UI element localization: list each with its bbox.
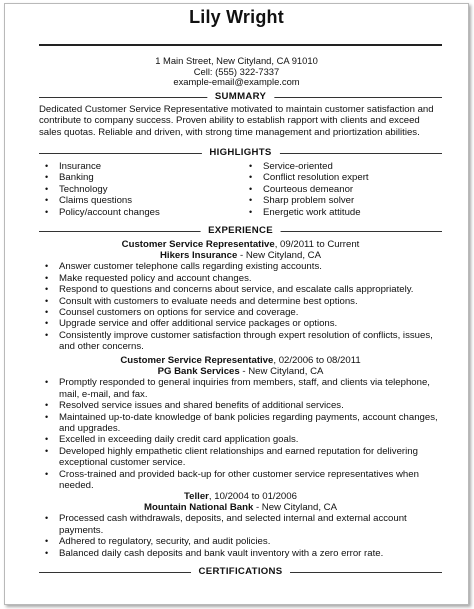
highlight-item: • Policy/account changes: [39, 207, 160, 218]
job-bullet: • Balanced daily cash deposits and bank vault inventory with a zero error rate.: [39, 548, 442, 559]
experience-heading-label: EXPERIENCE: [200, 225, 281, 237]
certifications-heading: [39, 566, 442, 578]
highlight-item: • Banking: [39, 172, 160, 183]
job-title-line: [39, 355, 442, 366]
highlights-heading-label: HIGHLIGHTS: [201, 147, 279, 159]
highlight-item: • Technology: [39, 184, 160, 195]
job-location: - New Cityland, CA: [237, 250, 322, 261]
job-employer: Hikers Insurance: [159, 250, 238, 261]
job-dates: , 02/2006 to 08/2011: [273, 355, 361, 366]
summary-heading-label: SUMMARY: [207, 91, 274, 103]
contact-cell: Cell: (555) 322-7337: [193, 65, 280, 77]
job-bullet: • Resolved service issues and shared benefits of additional services.: [39, 400, 442, 411]
highlight-item: • Courteous demeanor: [243, 184, 369, 195]
job-title-line: [39, 239, 442, 250]
highlights-heading: [39, 147, 442, 159]
job-employer-line: [39, 250, 442, 261]
candidate-name: Lily Wright: [189, 7, 284, 27]
resume-page: [5, 4, 468, 604]
job-bullet: • Maintained up-to-date knowledge of bank policies regarding payments, account changes, and upgrades.: [39, 412, 442, 435]
job-bullet: • Developed highly empathetic client relationships and earned reputation for delivering exceptional customer service.: [39, 446, 442, 469]
header-divider: [39, 44, 442, 46]
highlights-right-column: [243, 161, 369, 218]
job-bullet: • Promptly responded to general inquiries from members, staff, and clients via telephone, mail, e-mail, and fax.: [39, 377, 442, 400]
job-title: Customer Service Representative: [120, 355, 274, 366]
job-location: - New Cityland, CA: [253, 502, 337, 513]
job-entry: [39, 239, 442, 353]
job-entry: [39, 491, 442, 559]
job-employer-line: [39, 502, 442, 513]
job-employer: Mountain National Bank: [144, 502, 254, 513]
job-bullet: • Adhered to regulatory, security, and audit policies.: [39, 536, 442, 547]
highlight-item: • Sharp problem solver: [243, 195, 369, 206]
highlight-item: • Insurance: [39, 161, 160, 172]
summary-heading: [39, 91, 442, 103]
resume-frame: [4, 3, 469, 605]
job-bullet: • Cross-trained and provided back-up for other customer service representatives when needed.: [39, 469, 442, 492]
job-bullet: • Answer customer telephone calls regarding existing accounts.: [39, 261, 442, 272]
highlight-item: • Service-oriented: [243, 161, 369, 172]
job-bullet: • Make requested policy and account changes.: [39, 273, 442, 284]
certifications-heading-label: CERTIFICATIONS: [191, 566, 291, 578]
experience-heading: [39, 225, 442, 237]
job-bullet: • Excelled in exceeding daily credit card application goals.: [39, 434, 442, 445]
job-entry: [39, 355, 442, 491]
job-title: Teller: [184, 491, 209, 502]
job-location: - New Cityland, CA: [239, 366, 324, 377]
job-title: Customer Service Representative: [121, 239, 275, 250]
job-bullet: • Processed cash withdrawals, deposits, and selected internal and external account payments.: [39, 513, 442, 536]
job-bullet: • Consult with customers to evaluate needs and determine best options.: [39, 296, 442, 307]
job-bullet: • Respond to questions and concerns about service, and escalate calls appropriately.: [39, 284, 442, 295]
job-dates: , 10/2004 to 01/2006: [208, 491, 297, 502]
job-dates: , 09/2011 to Current: [274, 239, 360, 250]
summary-text: Dedicated Customer Service Representative motivated to maintain customer satisfaction and contribute to company success. Proven ability to establish rapport with clients and exceed sales quotas. Reliable and driven, with strong time management and priortization abilities.: [39, 104, 434, 138]
job-bullet: • Counsel customers on options for service and coverage.: [39, 307, 442, 318]
job-bullet: • Upgrade service and offer additional service packages or options.: [39, 318, 442, 329]
highlights-left-column: [39, 161, 160, 218]
contact-address: 1 Main Street, New Cityland, CA 91010: [155, 55, 318, 66]
highlight-item: • Energetic work attitude: [243, 207, 369, 218]
highlight-item: • Conflict resolution expert: [243, 172, 369, 183]
job-employer: PG Bank Services: [157, 366, 240, 377]
job-bullet: • Consistently improve customer satisfaction through expert resolution of conflicts, issues, and other concerns.: [39, 330, 442, 353]
contact-block: [5, 56, 468, 88]
highlight-item: • Claims questions: [39, 195, 160, 206]
job-title-line: [39, 491, 442, 502]
contact-email: example-email@example.com: [173, 76, 300, 88]
job-employer-line: [39, 366, 442, 377]
